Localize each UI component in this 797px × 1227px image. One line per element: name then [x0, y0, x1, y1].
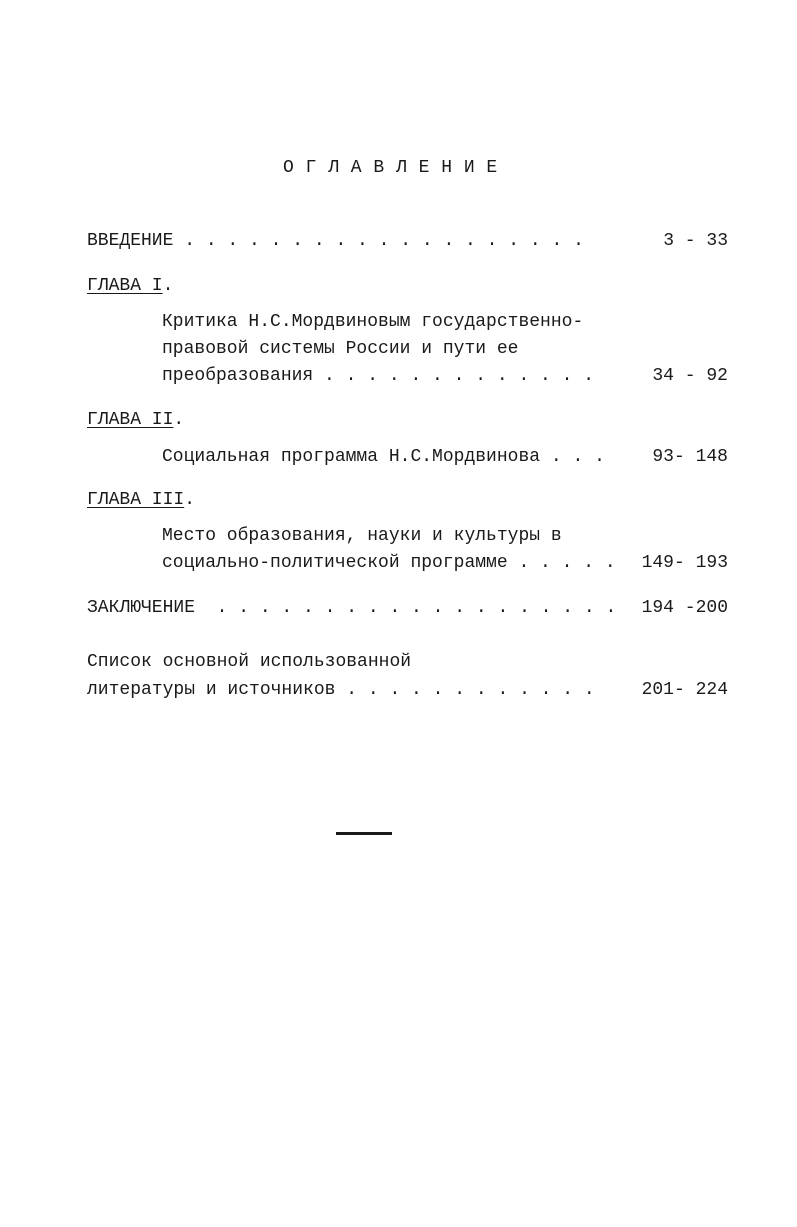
- toc-bibliography-line: Список основной использованной: [87, 652, 412, 672]
- toc-conclusion-pages: 194 -200: [641, 598, 728, 618]
- chapter-1-title-line: правовой системы России и пути ее: [162, 339, 519, 359]
- chapter-1-pages: 34 - 92: [652, 366, 728, 386]
- chapter-2-title-line: Социальная программа Н.С.Мордвинова . . .: [162, 447, 605, 467]
- chapter-3-title-line: социально-политической программе . . . . .: [162, 553, 616, 573]
- toc-conclusion: ЗАКЛЮЧЕНИЕ . . . . . . . . . . . . . . . . . . .: [87, 598, 617, 618]
- chapter-1-heading: [87, 276, 173, 296]
- chapter-1-period: .: [162, 276, 174, 296]
- chapter-3-heading: [87, 490, 195, 510]
- chapter-2-pages: 93- 148: [652, 447, 728, 467]
- chapter-1-title-line: преобразования . . . . . . . . . . . . .: [162, 366, 595, 386]
- toc-bibliography-line: литературы и источников . . . . . . . . . . . .: [87, 680, 595, 700]
- chapter-1-label: ГЛАВА I: [87, 276, 163, 296]
- toc-bibliography-pages: 201- 224: [641, 680, 728, 700]
- chapter-1-title-line: Критика Н.С.Мордвиновым государственно-: [162, 312, 584, 332]
- chapter-3-pages: 149- 193: [641, 553, 728, 573]
- chapter-3-title-line: Место образования, науки и культуры в: [162, 526, 562, 546]
- chapter-2-heading: [87, 410, 184, 430]
- chapter-3-period: .: [184, 490, 196, 510]
- toc-introduction-pages: 3 - 33: [663, 231, 728, 251]
- toc-introduction: ВВЕДЕНИЕ . . . . . . . . . . . . . . . . . . .: [87, 231, 584, 251]
- page-title: О Г Л А В Л Е Н И Е: [283, 158, 498, 178]
- closing-rule: [336, 832, 392, 835]
- chapter-2-label: ГЛАВА II: [87, 410, 174, 430]
- chapter-2-period: .: [173, 410, 185, 430]
- chapter-3-label: ГЛАВА III: [87, 490, 185, 510]
